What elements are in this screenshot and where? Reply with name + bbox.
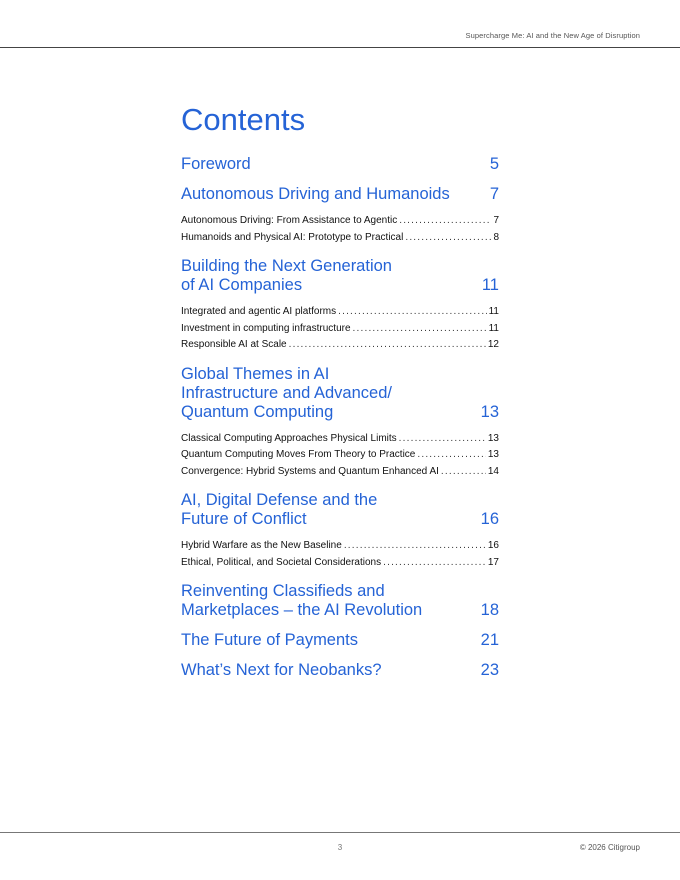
toc-subsection-entry[interactable]	[181, 431, 499, 448]
toc-subsection-entry[interactable]	[181, 337, 499, 354]
toc-subsection-page: 17	[487, 556, 499, 568]
toc-section-title[interactable]: Autonomous Driving and Humanoids	[181, 185, 450, 203]
toc-section	[181, 491, 499, 571]
toc-subsection-title[interactable]: Hybrid Warfare as the New Baseline	[181, 540, 342, 551]
toc-section-entry[interactable]	[181, 491, 499, 529]
toc-subsection-entry[interactable]	[181, 321, 499, 338]
toc-section	[181, 631, 499, 650]
toc-subsection-title[interactable]: Investment in computing infrastructure	[181, 322, 351, 334]
toc-subsection-entry[interactable]	[181, 230, 499, 247]
dot-leader	[344, 538, 486, 555]
footer-rule	[0, 832, 680, 833]
toc-subsection-title[interactable]: Classical Computing Approaches Physical Limits	[181, 432, 397, 444]
dot-leader	[338, 304, 487, 321]
toc-section-page: 13	[480, 402, 499, 421]
toc-section-page: 11	[481, 276, 499, 294]
toc-section-entry[interactable]	[181, 661, 499, 680]
toc-subsection-title[interactable]: Quantum Computing Moves From Theory to Practice	[181, 449, 416, 460]
toc-section	[181, 661, 499, 680]
toc-section-title[interactable]: The Future of Payments	[181, 631, 358, 649]
toc-subsection-title[interactable]: Responsible AI at Scale	[181, 339, 287, 350]
toc-subsection-page: 13	[487, 449, 499, 460]
toc-subsection-entry[interactable]	[181, 213, 499, 230]
toc-section	[181, 185, 499, 246]
toc-subsection-entry[interactable]	[181, 538, 499, 555]
dot-leader	[399, 213, 491, 230]
toc-subsection-page: 14	[487, 465, 499, 477]
toc-section	[181, 155, 499, 174]
toc-section-title[interactable]: Building the Next Generation of AI Companies	[181, 257, 392, 294]
toc-subsection-page: 7	[493, 215, 499, 226]
toc-section-title[interactable]: AI, Digital Defense and the Future of Conflict	[181, 491, 378, 528]
toc-section-title[interactable]: What’s Next for Neobanks?	[181, 661, 382, 679]
toc-section-entry[interactable]	[181, 257, 499, 295]
toc-subsection-list	[181, 538, 499, 571]
dot-leader	[441, 464, 486, 481]
toc-subsection-page: 11	[488, 306, 499, 317]
toc-subsection-title[interactable]: Autonomous Driving: From Assistance to Agentic	[181, 215, 398, 226]
toc-section-page: 23	[480, 661, 499, 679]
running-header: Supercharge Me: AI and the New Age of Disruption	[465, 31, 640, 40]
toc-subsection-page: 11	[488, 322, 499, 334]
toc-subsection-page: 13	[487, 432, 499, 444]
copyright-notice: © 2026 Citigroup	[579, 843, 640, 852]
toc-subsection-list	[181, 304, 499, 354]
dot-leader	[289, 337, 486, 354]
toc-subsection-list	[181, 431, 499, 481]
page-title: Contents	[181, 102, 306, 137]
dot-leader	[353, 321, 487, 338]
toc-section-title[interactable]: Reinventing Classifieds and Marketplaces – the AI Revolution	[181, 582, 423, 619]
dot-leader	[383, 555, 486, 572]
toc-subsection-entry[interactable]	[181, 304, 499, 321]
toc-subsection-title[interactable]: Convergence: Hybrid Systems and Quantum Enhanced AI	[181, 465, 439, 477]
toc-subsection-list	[181, 213, 499, 246]
toc-section-page: 7	[489, 185, 499, 203]
toc-section	[181, 582, 499, 620]
toc-section-entry[interactable]	[181, 155, 499, 174]
toc-section-title[interactable]: Foreword	[181, 155, 251, 173]
dot-leader	[417, 447, 486, 464]
toc-section-entry[interactable]	[181, 631, 499, 650]
page-number: 3	[337, 843, 343, 852]
toc-subsection-page: 16	[487, 540, 499, 551]
toc-subsection-title[interactable]: Humanoids and Physical AI: Prototype to Practical	[181, 231, 404, 243]
toc-subsection-page: 8	[493, 231, 499, 243]
header-rule	[0, 47, 680, 48]
toc-subsection-entry[interactable]	[181, 464, 499, 481]
table-of-contents	[181, 100, 499, 691]
toc-subsection-entry[interactable]	[181, 447, 499, 464]
toc-section	[181, 257, 499, 354]
toc-section-page: 21	[480, 631, 499, 649]
toc-section-entry[interactable]	[181, 185, 499, 204]
toc-subsection-page: 12	[487, 339, 499, 350]
toc-section-page: 18	[480, 601, 499, 619]
toc-subsection-title[interactable]: Ethical, Political, and Societal Considerations	[181, 556, 382, 568]
toc-section-list	[181, 155, 499, 680]
toc-subsection-entry[interactable]	[181, 555, 499, 572]
toc-section-page: 5	[489, 155, 499, 173]
toc-section-entry[interactable]	[181, 365, 499, 422]
toc-section	[181, 365, 499, 481]
dot-leader	[405, 230, 491, 247]
dot-leader	[399, 431, 486, 448]
toc-section-page: 16	[480, 510, 499, 528]
toc-section-entry[interactable]	[181, 582, 499, 620]
toc-section-title[interactable]: Global Themes in AI Infrastructure and Advanced/ Quantum Computing	[181, 364, 392, 421]
toc-subsection-title[interactable]: Integrated and agentic AI platforms	[181, 306, 337, 317]
